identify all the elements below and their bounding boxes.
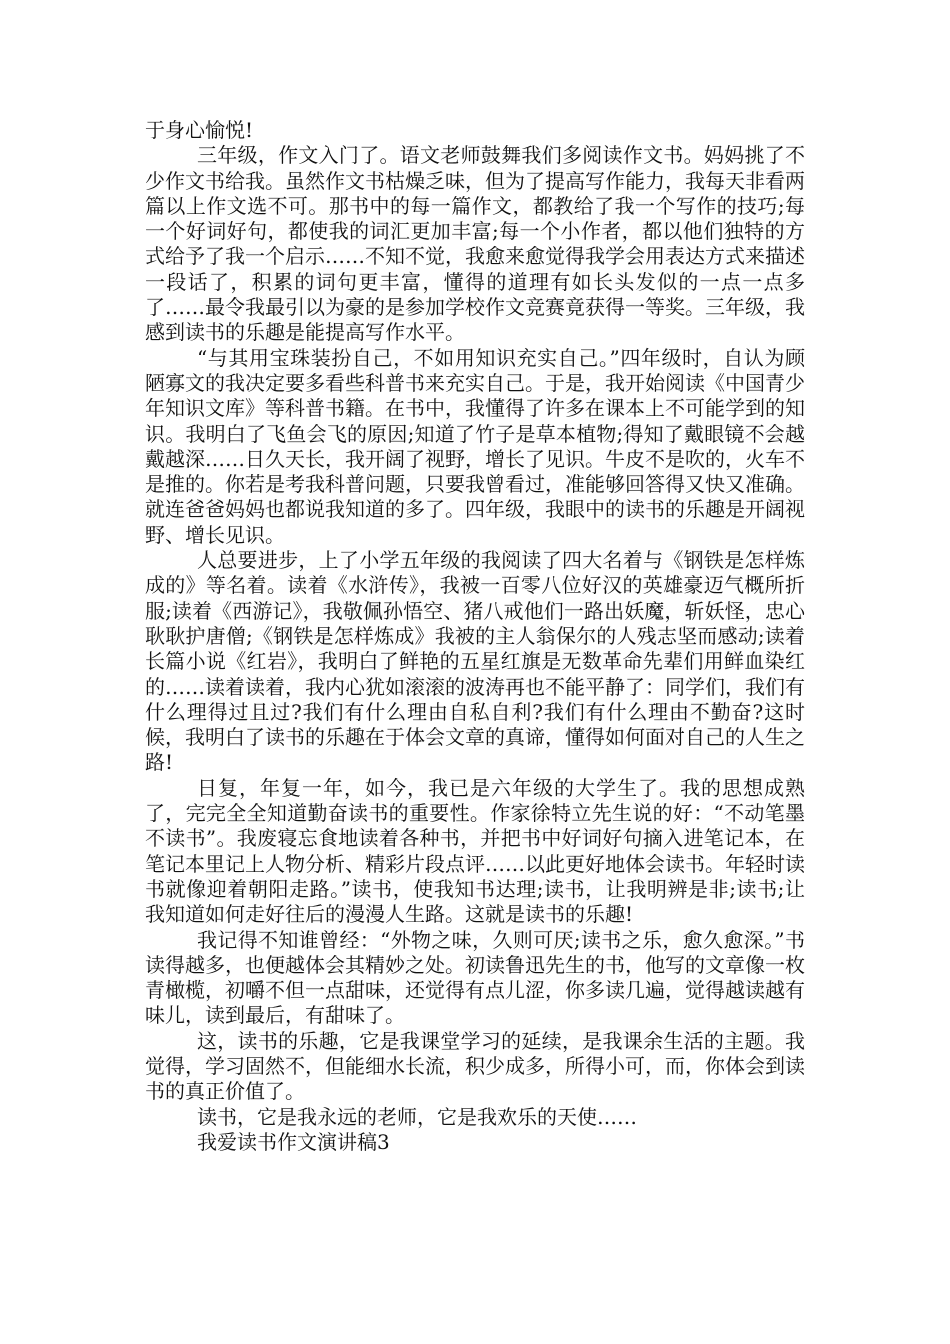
paragraph-7: 这，读书的乐趣，它是我课堂学习的延续，是我课余生活的主题。我觉得，学习固然不，但能细水长流，积少成多，所得小可，而，你体会到读书的真正价值了。: [145, 1028, 805, 1104]
paragraph-2: 三年级，作文入门了。语文老师鼓舞我们多阅读作文书。妈妈挑了不少作文书给我。虽然作文书枯燥乏味，但为了提高写作能力，我每天非看两篇以上作文选不可。那书中的每一篇作文，都教给了我一个写作的技巧;每一个好词好句，都使我的词汇更加丰富;每一个小作者，都以他们独特的方式给予了我一个启示……不知不觉，我愈来愈觉得我学会用表达方式来描述一段话了，积累的词句更丰富，懂得的道理有如长头发似的一点一点多了……最令我最引以为豪的是参加学校作文竞赛竟获得一等奖。三年级，我感到读书的乐趣是能提高写作水平。: [145, 143, 805, 345]
paragraph-9: 我爱读书作文演讲稿3: [197, 1129, 390, 1154]
document-page: [145, 118, 805, 1155]
paragraph-8: 读书，它是我永远的老师，它是我欢乐的天使……: [197, 1104, 637, 1129]
paragraph-1: 于身心愉悦!: [145, 118, 254, 142]
paragraph-3: “与其用宝珠装扮自己，不如用知识充实自己。”四年级时，自认为顾陋寡文的我决定要多看些科普书来充实自己。于是，我开始阅读《中国青少年知识文库》等科普书籍。在书中，我懂得了许多在课本上不可能学到的知识。我明白了飞鱼会飞的原因;知道了竹子是草本植物;得知了戴眼镜不会越戴越深……日久天长，我开阔了视野，增长了见识。牛皮不是吹的，火车不是推的。你若是考我科普问题，只要我曾看过，准能够回答得又快又准确。就连爸爸妈妈也都说我知道的多了。四年级，我眼中的读书的乐趣是开阔视野、增长见识。: [145, 345, 805, 547]
paragraph-5: 日复，年复一年，如今，我已是六年级的大学生了。我的思想成熟了，完完全全知道勤奋读书的重要性。作家徐特立先生说的好：“不动笔墨不读书”。我废寝忘食地读着各种书，并把书中好词好句摘入进笔记本，在笔记本里记上人物分析、精彩片段点评……以此更好地体会读书。年轻时读书就像迎着朝阳走路。”读书，使我知书达理;读书，让我明辨是非;读书;让我知道如何走好往后的漫漫人生路。这就是读书的乐趣!: [145, 775, 805, 927]
paragraph-4: 人总要进步，上了小学五年级的我阅读了四大名着与《钢铁是怎样炼成的》等名着。读着《水浒传》，我被一百零八位好汉的英雄豪迈气概所折服;读着《西游记》，我敬佩孙悟空、猪八戒他们一路出妖魔，斩妖怪，忠心耿耿护唐僧;《钢铁是怎样炼成》我被的主人翁保尔的人残志坚而感动;读着长篇小说《红岩》，我明白了鲜艳的五星红旗是无数革命先辈们用鲜血染红的……读着读着，我内心犹如滚滚的波涛再也不能平静了：同学们，我们有什么理得过且过?我们有什么理由自私自利?我们有什么理由不勤奋?这时候，我明白了读书的乐趣在于体会文章的真谛，懂得如何面对自己的人生之路!: [145, 548, 805, 775]
paragraph-6: 我记得不知谁曾经：“外物之味，久则可厌;读书之乐，愈久愈深。”书读得越多，也便越体会其精妙之处。初读鲁迅先生的书，他写的文章像一枚青橄榄，初嚼不但一点甜味，还觉得有点儿涩，你多读几遍，觉得越读越有味儿，读到最后，有甜味了。: [145, 927, 805, 1028]
